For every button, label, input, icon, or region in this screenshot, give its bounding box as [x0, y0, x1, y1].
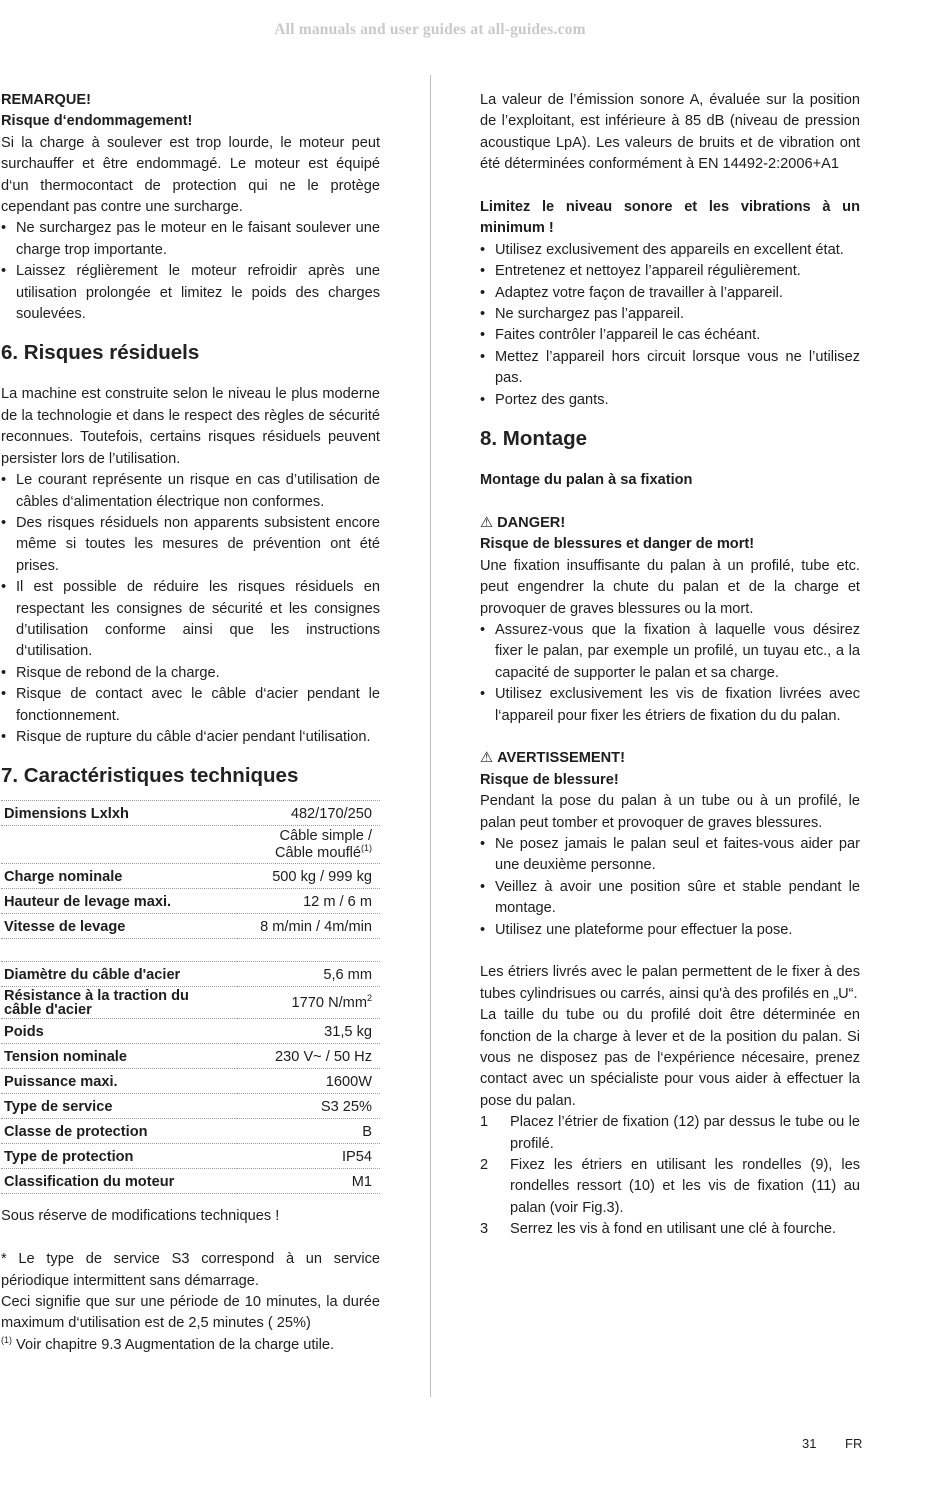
list-item: • Portez des gants.: [480, 390, 860, 411]
section-6-text: La machine est construite selon le niveau le plus moderne de la technologie et dans le respect des règles de sécurité reconnues. Toutefois, certains risques résiduels peuvent persister lors de l’utilisation.: [1, 386, 380, 467]
warning-bullet-list: [480, 834, 860, 941]
table-row: [1, 801, 380, 826]
cable-header-line1: Câble simple /: [279, 828, 372, 845]
list-item: • Risque de rupture du câble d‘acier pendant l‘utilisation.: [1, 727, 380, 748]
table-row: [1, 864, 380, 889]
danger-title: DANGER!: [497, 514, 566, 531]
warning-title: AVERTISSEMENT!: [497, 750, 625, 767]
list-item: • Assurez-vous que la fixation à laquelle vous désirez fixer le palan, par exemple un profilé, un tuyau etc., a la capacité de supporter le palan et sa charge.: [480, 620, 860, 684]
table-row: [1, 826, 380, 864]
spec-label: Type de protection: [1, 1144, 237, 1169]
spec-label: Poids: [1, 1019, 237, 1044]
list-item: [480, 1155, 860, 1219]
list-item: • Le courant représente un risque en cas d’utilisation de câbles d‘alimentation électrique non conformes.: [1, 470, 380, 513]
spec-value: 500 kg / 999 kg: [237, 864, 380, 889]
danger-heading: [480, 513, 860, 534]
table-row: [1, 1069, 380, 1094]
chapter-reference-note: [1, 1335, 380, 1356]
section-6-heading: 6. Risques résiduels: [1, 341, 200, 365]
cable-header: [237, 826, 380, 864]
page-number: 31: [802, 1436, 817, 1451]
spec-label: Hauteur de levage maxi.: [1, 889, 237, 914]
remark-text: Si la charge à soulever est trop lourde, le moteur peut surchauffer et être endommagé. Le moteur est équipé d‘un thermocontact de protection qui ne le protège cependant pas contre une surcharge.: [1, 134, 380, 216]
duration-note: Ceci signifie que sur une période de 10 minutes, la durée maximum d‘utilisation est de 2,5 minutes ( 25%): [1, 1293, 380, 1332]
list-item: • Entretenez et nettoyez l’appareil régulièrement.: [480, 261, 860, 282]
spec-label: Type de service: [1, 1094, 237, 1119]
spec-label: Dimensions Lxlxh: [1, 801, 237, 826]
spec-label: Diamètre du câble d'acier: [1, 962, 237, 987]
danger-subtitle: Risque de blessures et danger de mort!: [480, 536, 755, 553]
section-6-bullet-list: [1, 470, 380, 748]
table-row: [1, 889, 380, 914]
table-row: [1, 939, 380, 962]
watermark: All manuals and user guides at all-guides.com: [274, 21, 586, 38]
step-number: 1: [480, 1114, 489, 1131]
left-column: [1, 90, 380, 1356]
mounting-steps-list: [480, 1112, 860, 1240]
spec-value: 12 m / 6 m: [237, 889, 380, 914]
limit-noise-heading: Limitez le niveau sonore et les vibrations à un minimum !: [480, 199, 860, 237]
warning-subtitle: Risque de blessure!: [480, 771, 619, 788]
spec-value: 1600W: [237, 1069, 380, 1094]
spec-label: Charge nominale: [1, 864, 237, 889]
danger-text: Une fixation insuffisante du palan à un profilé, tube etc. peut engendrer la chute du palan et de la charge et provoquer de graves blessures ou la mort.: [480, 557, 860, 617]
spec-label: Classification du moteur: [1, 1169, 237, 1194]
danger-bullet-list: [480, 620, 860, 727]
step-text: Serrez les vis à fond en utilisant une clé à fourche.: [510, 1221, 837, 1238]
list-item: • Adaptez votre façon de travailler à l’appareil.: [480, 283, 860, 304]
list-item: • Faites contrôler l’appareil le cas échéant.: [480, 325, 860, 346]
spec-value: 482/170/250: [237, 801, 380, 826]
column-divider: [430, 75, 431, 1397]
remark-bullet-list: [1, 218, 380, 325]
list-item: • Utilisez exclusivement des appareils en excellent état.: [480, 240, 860, 261]
right-column: [480, 90, 860, 1241]
warning-triangle-icon: ⚠: [480, 514, 494, 531]
list-item: [480, 1112, 860, 1155]
table-row: [1, 1169, 380, 1194]
spec-label-empty: [1, 826, 237, 864]
table-row: [1, 1019, 380, 1044]
spec-label: Tension nominale: [1, 1044, 237, 1069]
spec-value: 5,6 mm: [237, 962, 380, 987]
footnote-ref: (1): [361, 843, 372, 854]
list-item: • Risque de rebond de la charge.: [1, 663, 380, 684]
section-8-heading: 8. Montage: [480, 427, 588, 451]
noise-emission-text: La valeur de l’émission sonore A, évaluée sur la position de l’exploitant, est inférieure à 85 dB (niveau de pression acoustique LpA). Les valeurs de bruits et de vibration ont été déterminées conformément à EN 14492-2:2006+A1: [480, 92, 860, 173]
footnote-marker: (1): [1, 1334, 12, 1345]
list-item: • Laissez réglièrement le moteur refroidir après une utilisation prolongée et limitez le poids des charges soulevées.: [1, 261, 380, 325]
list-item: [480, 1219, 860, 1240]
spec-label: Classe de protection: [1, 1119, 237, 1144]
limit-noise-bullet-list: [480, 240, 860, 411]
spec-label: Puissance maxi.: [1, 1069, 237, 1094]
table-row: [1, 1119, 380, 1144]
spec-label-empty: [1, 939, 237, 962]
remark-subtitle: Risque d‘endommagement!: [1, 113, 193, 130]
spec-value: 230 V~ / 50 Hz: [237, 1044, 380, 1069]
service-s3-note: * Le type de service S3 correspond à un service périodique intermittent sans démarrage.: [1, 1251, 380, 1289]
language-code: FR: [845, 1436, 863, 1451]
list-item: • Ne surchargez pas le moteur en le faisant soulever une charge trop importante.: [1, 218, 380, 261]
table-row: [1, 1044, 380, 1069]
step-number: 3: [480, 1221, 489, 1238]
table-row: [1, 914, 380, 939]
spec-value: 31,5 kg: [237, 1019, 380, 1044]
step-text: Fixez les étriers en utilisant les rondelles (9), les rondelles ressort (10) et les vis de fixation (11) au palan (voir Fig.3).: [510, 1157, 860, 1216]
table-row: [1, 1094, 380, 1119]
spec-value: B: [237, 1119, 380, 1144]
list-item: • Risque de contact avec le câble d‘acier pendant le fonctionnement.: [1, 684, 380, 727]
list-item: • Veillez à avoir une position sûre et stable pendant le montage.: [480, 877, 860, 920]
warning-text: Pendant la pose du palan à un tube ou à un profilé, le palan peut tomber et provoquer de graves blessures.: [480, 793, 860, 831]
list-item: • Mettez l’appareil hors circuit lorsque vous ne l’utilisez pas.: [480, 347, 860, 390]
table-row: [1, 962, 380, 987]
spec-value: [237, 987, 380, 1019]
spec-value: M1: [237, 1169, 380, 1194]
warning-heading: [480, 748, 860, 769]
cable-header-line2: Câble mouflé: [275, 845, 361, 862]
list-item: • Des risques résiduels non apparents subsistent encore même si toutes les mesures de prévention ont été prises.: [1, 513, 380, 577]
chapter-reference-text: Voir chapitre 9.3 Augmentation de la charge utile.: [12, 1336, 335, 1353]
list-item: • Utilisez une plateforme pour effectuer la pose.: [480, 920, 860, 941]
step-number: 2: [480, 1157, 489, 1174]
brackets-text: Les étriers livrés avec le palan permettent de le fixer à des tubes cylindrisues ou carrés, ainsi qu'à des profilés en „U“.: [480, 964, 860, 1002]
table-row: [1, 987, 380, 1019]
spec-label: Vitesse de levage: [1, 914, 237, 939]
table-row: [1, 1144, 380, 1169]
spec-value: IP54: [237, 1144, 380, 1169]
list-item: • Utilisez exclusivement les vis de fixation livrées avec l‘appareil pour fixer les étriers de fixation du du palan.: [480, 684, 860, 727]
warning-triangle-icon: ⚠: [480, 750, 494, 767]
list-item: • Ne surchargez pas l’appareil.: [480, 304, 860, 325]
tube-size-text: La taille du tube ou du profilé doit être déterminée en fonction de la charge à lever et de la position du palan. Si vous ne disposez pas de l‘expérience nécesaire, prenez contact avec un spécialiste pour vous aider à effectuer la pose du palan.: [480, 1007, 860, 1109]
spec-label: Résistance à la traction du câble d'acier: [1, 987, 237, 1019]
specs-table: [1, 800, 380, 1194]
section-7-heading: 7. Caractéristiques techniques: [1, 764, 299, 788]
list-item: • Il est possible de réduire les risques résiduels en respectant les consignes de sécurité et les consignes d’utilisation conforme ainsi que les instructions d‘utilisation.: [1, 577, 380, 663]
step-text: Placez l’étrier de fixation (12) par dessus le tube ou le profilé.: [510, 1114, 860, 1152]
superscript: 2: [366, 993, 372, 1004]
list-item: • Ne posez jamais le palan seul et faites-vous aider par une deuxième personne.: [480, 834, 860, 877]
remark-title: REMARQUE!: [1, 92, 91, 108]
spec-value: 8 m/min / 4m/min: [237, 914, 380, 939]
technical-reserve-note: Sous réserve de modifications techniques !: [1, 1208, 280, 1225]
spec-value: S3 25%: [237, 1094, 380, 1119]
resistance-value: 1770 N/mm: [291, 994, 367, 1011]
montage-subtitle: Montage du palan à sa fixation: [480, 472, 693, 489]
spec-value-empty: [237, 939, 380, 962]
